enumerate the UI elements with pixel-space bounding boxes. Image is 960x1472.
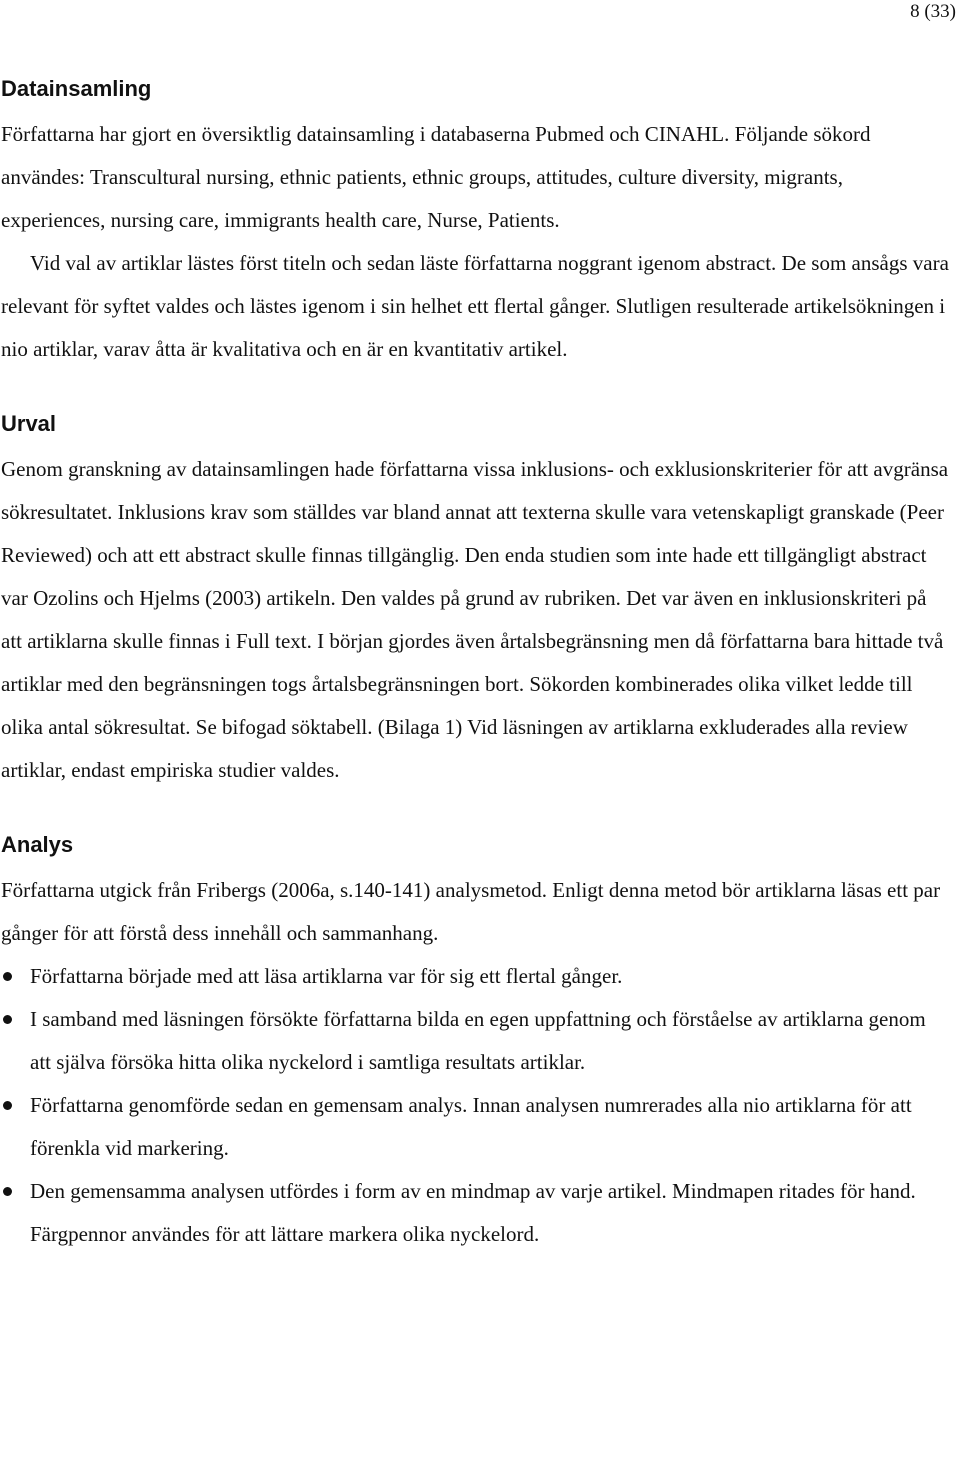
list-item-text: Den gemensamma analysen utfördes i form av en mindmap av varje artikel. Mindmapen ritades för hand. Färgpennor användes för att lättare markera olika nyckelord. [30,1179,916,1246]
list-item-text: I samband med läsningen försökte författarna bilda en egen uppfattning och förståelse av artiklarna genom att själva försöka hitta olika nyckelord i samtliga resultats artiklar. [30,1007,926,1074]
page-number: 8 (33) [910,1,956,22]
list-item [1,1170,951,1256]
list-item-text: Författarna genomförde sedan en gemensam analys. Innan analysen numrerades alla nio artiklarna för att förenkla vid markering. [30,1093,912,1160]
datainsamling-paragraph-2: Vid val av artiklar lästes först titeln och sedan läste författarna noggrant igenom abstract. De som ansågs vara relevant för syftet valdes och lästes igenom i sin helhet ett flertal gånger. Slutligen resulterade artikelsökningen i nio artiklar, varav åtta är kvalitativa och en är en kvantitativ artikel. [1,251,949,361]
list-item-text: Författarna började med att läsa artiklarna var för sig ett flertal gånger. [30,964,623,988]
datainsamling-paragraph-1: Författarna har gjort en översiktlig datainsamling i databaserna Pubmed och CINAHL. Följande sökord användes: Transcultural nursing, ethnic patients, ethnic groups, attitudes, culture diversity, migrants, experiences, nursing care, immigrants health care, Nurse, Patients. [1,122,871,232]
list-item [1,955,951,998]
bullet-icon [3,1015,12,1024]
list-item [1,998,951,1084]
bullet-icon [3,972,12,981]
bullet-icon [3,1101,12,1110]
section-heading-analys: Analys [1,832,74,857]
section-heading-datainsamling: Datainsamling [1,76,152,101]
urval-paragraph: Genom granskning av datainsamlingen hade författarna vissa inklusions- och exklusionskriterier för att avgränsa sökresultatet. Inklusions krav som ställdes var bland annat att texterna skulle vara vetenskapligt granskade (Peer Reviewed) och att ett abstract skulle finnas tillgänglig. Den enda studien som inte hade ett tillgängligt abstract var Ozolins och Hjelms (2003) artikeln. Den valdes på grund av rubriken. Det var även en inklusionskriteri på att artiklarna skulle finnas i Full text. I början gjordes även årtalsbegränsning men då författarna bara hittade två artiklar med den begränsningen togs årtalsbegränsningen bort. Sökorden kombinerades olika vilket ledde till olika antal sökresultat. Se bifogad söktabell. (Bilaga 1) Vid läsningen av artiklarna exkluderades alla review artiklar, endast empiriska studier valdes. [1,457,949,782]
list-item [1,1084,951,1170]
document-body [1,72,951,1256]
analys-paragraph: Författarna utgick från Fribergs (2006a, s.140-141) analysmetod. Enligt denna metod bör artiklarna läsas ett par gånger för att förstå dess innehåll och sammanhang. [1,878,941,945]
analys-bullet-list [1,955,951,1256]
section-heading-urval: Urval [1,411,57,436]
bullet-icon [3,1187,12,1196]
